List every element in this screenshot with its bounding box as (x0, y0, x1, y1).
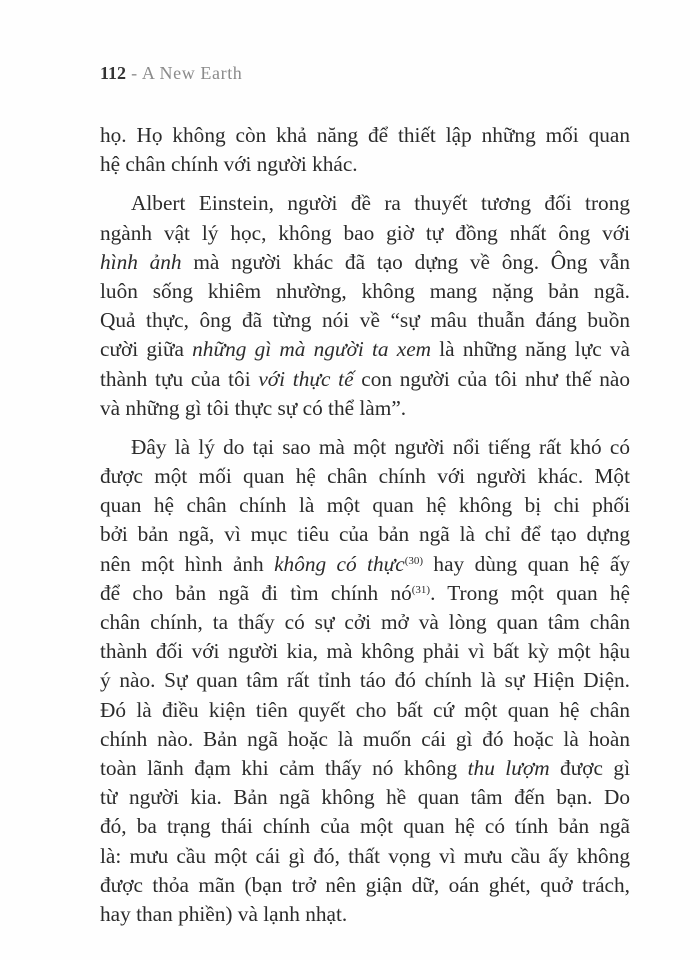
text-run: họ. Họ không còn khả năng để thiết lập những mối quan (100, 123, 630, 147)
text-line (100, 900, 630, 929)
text-line (100, 754, 630, 783)
text-line (100, 248, 630, 277)
paragraph (100, 433, 630, 929)
text-line (100, 121, 630, 150)
text-run: Đây là lý do tại sao mà một người nổi tiếng rất khó có (131, 434, 630, 459)
text-line (100, 725, 630, 754)
text-run: là: mưu cầu một cái gì đó, thất vọng vì mưu cầu ấy không (100, 843, 630, 868)
running-header (100, 63, 242, 84)
text-run: Albert Einstein, người đề ra thuyết tương đối trong (131, 191, 630, 216)
text-run: mà người khác đã tạo dựng về ông. Ông vẫn (181, 249, 630, 274)
paragraph-gap (100, 179, 630, 189)
paragraph-gap (100, 423, 630, 433)
text-run: để cho bản ngã đi tìm chính nó (100, 580, 412, 605)
text-line (100, 812, 630, 841)
text-line (100, 462, 630, 491)
text-run: và những gì tôi thực sự có thể làm”. (100, 395, 407, 420)
text-run: ý nào. Sự quan tâm rất tỉnh táo đó chính là sự Hiện Diện. (100, 668, 630, 693)
text-line (100, 394, 630, 423)
text-run: chính nào. Bản ngã hoặc là muốn cái gì đó hoặc là hoàn (100, 726, 630, 751)
text-run: ngành vật lý học, không bao giờ tự đồng nhất ông với (100, 220, 630, 245)
text-line (100, 579, 630, 608)
footnote-ref: (30) (404, 554, 424, 567)
text-run: hay than phiền) và lạnh nhạt. (100, 901, 348, 926)
text-line (100, 666, 630, 695)
text-run: toàn lãnh đạm khi cảm thấy nó không (100, 755, 468, 780)
text-line (100, 550, 630, 579)
text-run: đó, ba trạng thái chính của một quan hệ có tính bản ngã (100, 814, 630, 839)
text-line (100, 871, 630, 900)
text-run: được một mối quan hệ chân chính với người khác. Một (100, 464, 630, 489)
text-line (100, 520, 630, 549)
text-run: được thỏa mãn (bạn trở nên giận dữ, oán ghét, quở trách, (100, 872, 630, 897)
emphasis-text: với thực tế (258, 366, 354, 391)
text-run: cười giữa (100, 337, 193, 362)
text-line (100, 637, 630, 666)
header-separator: - (126, 63, 142, 83)
paragraph (100, 189, 630, 423)
page-number: 112 (100, 63, 127, 83)
text-line (100, 335, 630, 364)
text-run: bởi bản ngã, vì mục tiêu của bản ngã là chỉ để tạo dựng (100, 522, 630, 547)
body-text (100, 121, 630, 929)
text-run: là những năng lực và (431, 337, 630, 362)
text-run: chân chính, ta thấy có sự cởi mở và lòng quan tâm chân (100, 610, 630, 634)
text-line (100, 433, 630, 462)
text-line (100, 696, 630, 725)
book-title: A New Earth (141, 63, 243, 83)
text-line (100, 608, 630, 637)
text-run: luôn sống khiêm nhường, không mang nặng bản ngã. (100, 278, 630, 303)
text-line (100, 189, 630, 218)
emphasis-text: thu lượm (467, 755, 550, 780)
text-run: Quả thực, ông đã từng nói về “sự mâu thuẫn đáng buồn (100, 308, 630, 333)
paragraph (100, 121, 630, 179)
text-run: quan hệ chân chính là một quan hệ không bị chi phối (100, 493, 630, 518)
text-run: hệ chân chính với người khác. (100, 152, 358, 177)
text-run: nên một hình ảnh (100, 551, 275, 576)
text-run: từ người kia. Bản ngã không hề quan tâm đến bạn. Do (100, 785, 630, 810)
text-run: Đó là điều kiện tiên quyết cho bất cứ một quan hệ chân (100, 697, 630, 722)
text-run: hay dùng quan hệ ấy (423, 551, 630, 576)
text-line (100, 306, 630, 335)
text-run: thành tựu của tôi (100, 366, 259, 391)
text-run: thành đối với người kia, mà không phải vì bất kỳ một hậu (100, 639, 630, 664)
text-line (100, 219, 630, 248)
text-line (100, 842, 630, 871)
text-line (100, 365, 630, 394)
footnote-ref: (31) (411, 583, 431, 596)
text-run: . Trong một quan hệ (430, 580, 630, 605)
text-line (100, 277, 630, 306)
text-run: được gì (549, 755, 630, 780)
emphasis-text: không có thực (274, 551, 405, 576)
text-line (100, 783, 630, 812)
text-run: con người của tôi như thế nào (353, 366, 630, 391)
emphasis-text: hình ảnh (100, 249, 182, 274)
emphasis-text: những gì mà người ta xem (192, 337, 432, 362)
text-line (100, 491, 630, 520)
text-line (100, 150, 630, 179)
